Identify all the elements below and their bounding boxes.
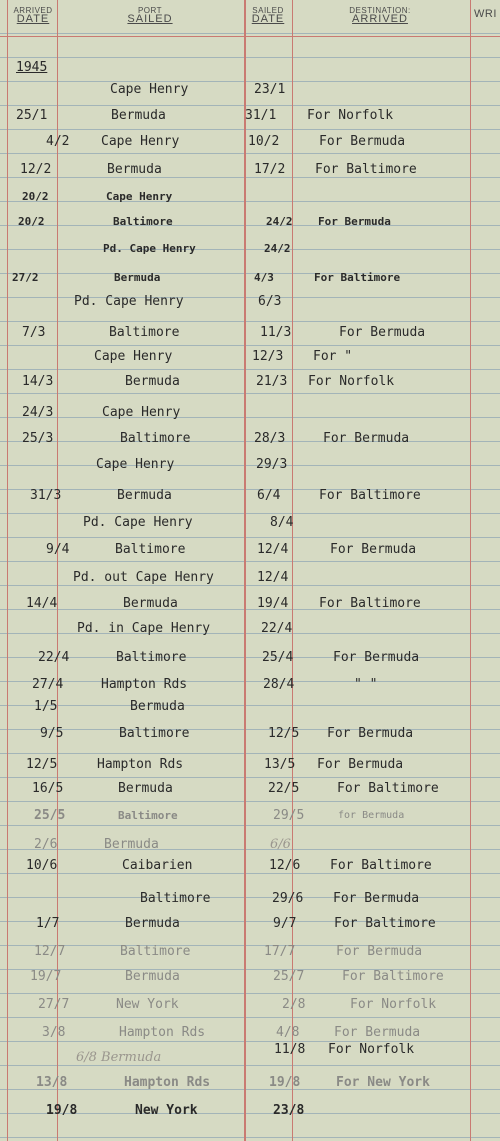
row-arrived-date: 10/6 (26, 858, 58, 873)
header-arrived-bottom: DATE (16, 13, 50, 25)
row-sailed-date: 9/7 (273, 916, 297, 931)
header-destination (320, 6, 440, 24)
header-sailed (246, 6, 290, 24)
row-port-sailed: Bermuda (117, 488, 172, 503)
row-destination: For Norfolk (328, 1042, 415, 1057)
header-rule (0, 36, 500, 37)
header-destination-top: DESTINATION: (349, 6, 411, 15)
row-arrived-date: 20/2 (22, 190, 49, 203)
row-port-sailed: Bermuda (123, 596, 178, 611)
row-port-sailed: Baltimore (140, 891, 211, 906)
row-destination: For Baltimore (330, 858, 432, 873)
row-port-sailed: Cape Henry (110, 82, 189, 97)
row-destination: For Baltimore (319, 488, 421, 503)
row-destination: For Baltimore (342, 969, 444, 984)
row-arrived-date: 22/4 (38, 650, 70, 665)
row-port-sailed: Pd. Cape Henry (103, 242, 196, 255)
row-port-sailed: Bermuda (125, 969, 180, 984)
row-destination: For " (313, 349, 353, 364)
row-sailed-date: 25/4 (262, 650, 294, 665)
row-arrived-date: 1/5 (34, 699, 58, 714)
row-arrived-date: 9/4 (46, 542, 70, 557)
row-destination: For Bermuda (334, 1025, 421, 1040)
row-arrived-date: 7/3 (22, 325, 46, 340)
row-port-sailed: Baltimore (118, 809, 178, 822)
row-destination: For Bermuda (327, 726, 414, 741)
row-sailed-date: 28/3 (254, 431, 286, 446)
row-port-sailed: Bermuda (125, 916, 180, 931)
row-port-sailed: New York (135, 1103, 198, 1118)
row-arrived-date: 14/4 (26, 596, 58, 611)
row-sailed-date: 12/6 (269, 858, 301, 873)
row-port-sailed: Baltimore (109, 325, 180, 340)
row-destination: For Baltimore (319, 596, 421, 611)
row-destination: For Baltimore (334, 916, 436, 931)
row-arrived-date: 31/3 (30, 488, 62, 503)
row-sailed-date: 11/3 (260, 325, 292, 340)
column-line-port (244, 0, 246, 1141)
row-sailed-date: 17/7 (264, 944, 296, 959)
header-wri-text: WRI (474, 8, 497, 20)
row-sailed-date: 28/4 (263, 677, 295, 692)
row-port-sailed: Bermuda (111, 108, 166, 123)
year-label: 1945 (16, 60, 48, 75)
row-sailed-date: 17/2 (254, 162, 286, 177)
column-line-destination (470, 0, 471, 1141)
row-arrived-date: 2/6 (34, 837, 58, 852)
row-arrived-date: 1/7 (36, 916, 60, 931)
row-sailed-date: 19/4 (257, 596, 289, 611)
header-sailed-bottom: DATE (251, 13, 285, 25)
header-arrived-top: ARRIVED (13, 6, 53, 15)
row-port-sailed: Cape Henry (102, 405, 181, 420)
margin-line-left (7, 0, 8, 1141)
row-destination: For Bermuda (336, 944, 423, 959)
row-arrived-date: 27/4 (32, 677, 64, 692)
row-sailed-date: 2/8 (282, 997, 306, 1012)
row-port-sailed: Pd. in Cape Henry (77, 621, 211, 636)
row-destination: For Bermuda (339, 325, 426, 340)
row-port-sailed: Cape Henry (94, 349, 173, 364)
row-arrived-date: 27/7 (38, 997, 70, 1012)
row-port-sailed: Bermuda (114, 271, 161, 284)
row-sailed-date: 4/8 (276, 1025, 300, 1040)
row-sailed-date: 19/8 (269, 1075, 301, 1090)
row-arrived-date: 12/2 (20, 162, 52, 177)
row-arrived-date: 24/3 (22, 405, 54, 420)
row-port-sailed: Bermuda (104, 837, 159, 852)
row-arrived-date: 19/8 (46, 1103, 78, 1118)
header-arrived (10, 6, 56, 24)
header-port-top: PORT (137, 6, 163, 15)
row-port-sailed: 6/8 Bermuda (76, 1050, 162, 1065)
row-destination: For Norfolk (308, 374, 395, 389)
row-sailed-date: 4/3 (254, 271, 274, 284)
row-sailed-date: 22/5 (268, 781, 300, 796)
row-destination: For Bermuda (318, 215, 391, 228)
row-port-sailed: Pd. Cape Henry (83, 515, 193, 530)
row-sailed-date: 6/3 (258, 294, 282, 309)
row-sailed-date: 10/2 (248, 134, 280, 149)
row-port-sailed: Cape Henry (101, 134, 180, 149)
row-sailed-date: 24/2 (264, 242, 291, 255)
row-port-sailed: Caibarien (122, 858, 193, 873)
row-destination: For Baltimore (315, 162, 417, 177)
row-port-sailed: Cape Henry (106, 190, 173, 203)
row-port-sailed: Bermuda (125, 374, 180, 389)
row-port-sailed: Baltimore (120, 944, 191, 959)
row-arrived-date: 25/5 (34, 808, 66, 823)
row-sailed-date: 24/2 (266, 215, 293, 228)
row-sailed-date: 6/4 (257, 488, 281, 503)
row-port-sailed: Baltimore (120, 431, 191, 446)
row-sailed-date: 29/6 (272, 891, 304, 906)
row-port-sailed: Pd. Cape Henry (74, 294, 184, 309)
row-port-sailed: New York (116, 997, 179, 1012)
row-arrived-date: 9/5 (40, 726, 64, 741)
row-sailed-date: 22/4 (261, 621, 293, 636)
row-sailed-date: 8/4 (270, 515, 294, 530)
row-port-sailed: Bermuda (130, 699, 185, 714)
row-sailed-date: 25/7 (273, 969, 305, 984)
row-port-sailed: Hampton Rds (119, 1025, 206, 1040)
row-arrived-date: 27/2 (12, 271, 39, 284)
row-destination: For Norfolk (350, 997, 437, 1012)
header-wri (474, 10, 500, 19)
row-sailed-date: 23/8 (273, 1103, 305, 1118)
row-destination: For Bermuda (333, 650, 420, 665)
row-port-sailed: Baltimore (119, 726, 190, 741)
header-port-bottom: SAILED (127, 13, 173, 25)
row-arrived-date: 25/3 (22, 431, 54, 446)
row-sailed-date: 21/3 (256, 374, 288, 389)
header-destination-bottom: ARRIVED (352, 13, 408, 25)
row-destination: For New York (336, 1075, 430, 1090)
row-destination: For Bermuda (317, 757, 404, 772)
row-destination: For Baltimore (314, 271, 401, 284)
row-sailed-date: 12/3 (252, 349, 284, 364)
row-arrived-date: 16/5 (32, 781, 64, 796)
row-arrived-date: 4/2 (46, 134, 70, 149)
row-destination: For Norfolk (307, 108, 394, 123)
row-port-sailed: Baltimore (116, 650, 187, 665)
row-destination: For Bermuda (323, 431, 410, 446)
row-port-sailed: Hampton Rds (101, 677, 188, 692)
row-port-sailed: Bermuda (118, 781, 173, 796)
row-destination: " " (354, 677, 378, 692)
row-destination: For Bermuda (330, 542, 417, 557)
row-destination: For Baltimore (337, 781, 439, 796)
row-sailed-date: 11/8 (274, 1042, 306, 1057)
row-arrived-date: 12/7 (34, 944, 66, 959)
row-sailed-date: 23/1 (254, 82, 286, 97)
row-port-sailed: Baltimore (115, 542, 186, 557)
row-arrived-date: 20/2 (18, 215, 45, 228)
row-port-sailed: Hampton Rds (97, 757, 184, 772)
row-destination: for Bermuda (338, 810, 405, 821)
row-sailed-date: 29/5 (273, 808, 305, 823)
row-port-sailed: Baltimore (113, 215, 173, 228)
row-destination: For Bermuda (319, 134, 406, 149)
row-arrived-date: 13/8 (36, 1075, 68, 1090)
row-sailed-date: 31/1 (245, 108, 277, 123)
row-port-sailed: Pd. out Cape Henry (73, 570, 214, 585)
row-sailed-date: 6/6 (270, 837, 291, 852)
row-arrived-date: 12/5 (26, 757, 58, 772)
row-port-sailed: Cape Henry (96, 457, 175, 472)
row-arrived-date: 19/7 (30, 969, 62, 984)
row-port-sailed: Bermuda (107, 162, 162, 177)
row-sailed-date: 12/4 (257, 542, 289, 557)
row-port-sailed: Hampton Rds (124, 1075, 211, 1090)
row-arrived-date: 3/8 (42, 1025, 66, 1040)
header-sailed-top: SAILED (252, 6, 284, 15)
row-sailed-date: 12/5 (268, 726, 300, 741)
row-destination: For Bermuda (333, 891, 420, 906)
row-arrived-date: 25/1 (16, 108, 48, 123)
row-sailed-date: 13/5 (264, 757, 296, 772)
header-port (90, 6, 210, 24)
row-sailed-date: 12/4 (257, 570, 289, 585)
row-arrived-date: 14/3 (22, 374, 54, 389)
row-sailed-date: 29/3 (256, 457, 288, 472)
